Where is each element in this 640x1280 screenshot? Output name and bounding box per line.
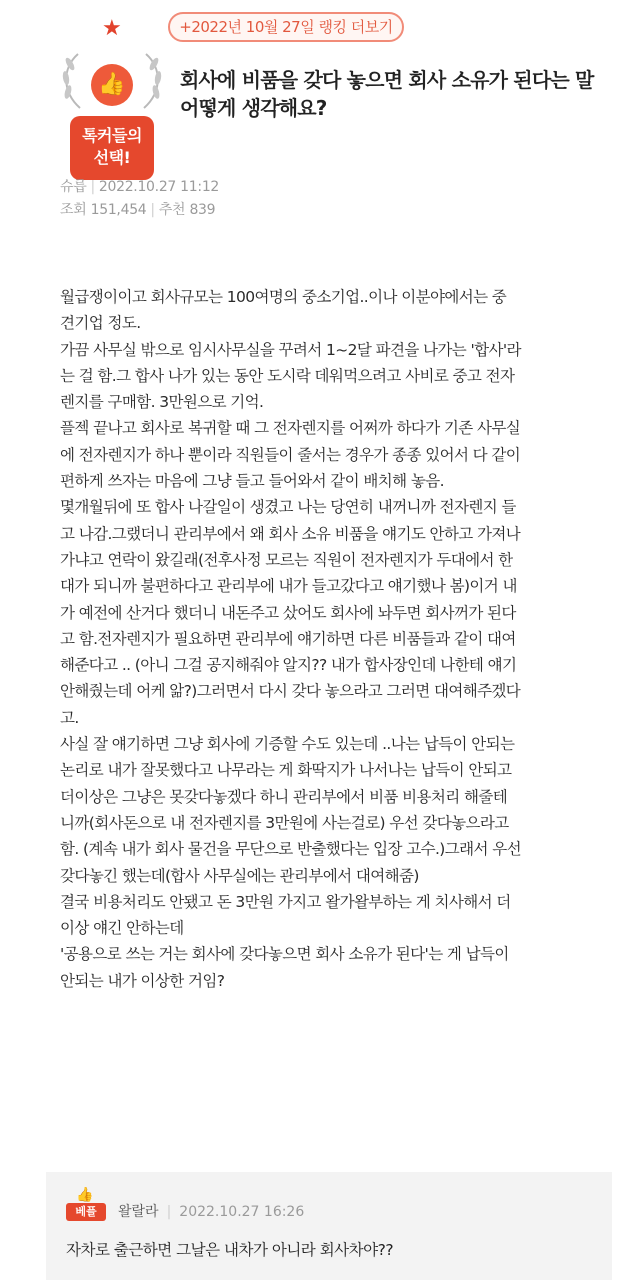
post-body-line: 고 나감.그랬더니 관리부에서 왜 회사 소유 비품을 얘기도 안하고 가져나	[60, 524, 521, 543]
talkers-choice-badge	[56, 18, 168, 168]
post-body-line: 편하게 쓰자는 마음에 그냥 들고 들어와서 같이 배치해 놓음.	[60, 472, 444, 491]
post-body-line: 함. (계속 내가 회사 물건을 무단으로 반출했다는 입장 고수.)그래서 우선	[60, 840, 521, 859]
post-body-line: 플젝 끝나고 회사로 복귀할 때 그 전자렌지를 어쩌까 하다가 기존 사무실	[60, 419, 521, 438]
comment-text: 자차로 출근하면 그날은 내차가 아니라 회사차야??	[66, 1241, 394, 1259]
post-body-line: 가냐고 연락이 왔길래(전후사정 모르는 직원이 전자렌지가 두대에서 한	[60, 550, 513, 569]
post-body-line: 해준다고 .. (아니 그걸 공지해줘야 알지?? 내가 합사장인데 나한테 얘기	[60, 656, 517, 675]
post-body-line: 대가 되니까 불편하다고 관리부에 내가 들고갔다고 얘기했나 봄)이거 내	[60, 577, 517, 596]
post-body-line: '공용으로 쓰는 거는 회사에 갖다놓으면 회사 소유가 된다'는 게 납득이	[60, 945, 509, 964]
recommend-label: 추천	[158, 202, 186, 218]
badge-line-1: 톡커들의	[82, 126, 142, 145]
post-body-line: 가끔 사무실 밖으로 임시사무실을 꾸려서 1~2달 파견을 나가는 '합사'라	[60, 340, 521, 359]
comment-date: 2022.10.27 16:26	[179, 1204, 305, 1220]
post-body-line: 갖다놓긴 했는데(합사 사무실에는 관리부에서 대여해줌)	[60, 866, 419, 885]
divider: |	[166, 1204, 172, 1220]
views-count: 151,454	[90, 202, 147, 218]
post-title: 회사에 비품을 갖다 놓으면 회사 소유가 된다는 말 어떻게 생각해요?	[180, 68, 594, 120]
post-body-line: 안해줬는데 어케 앎?)그러면서 다시 갖다 놓으라고 그러면 대여해주겠다	[60, 682, 521, 701]
post-body-line: 더이상은 그냥은 못갖다놓겠다 하니 관리부에서 비품 비용처리 해줄테	[60, 787, 508, 806]
post-author[interactable]: 슈릅	[60, 179, 87, 195]
post-body-line: 에 전자렌지가 하나 뿐이라 직원들이 줄서는 경우가 종종 있어서 다 같이	[60, 445, 521, 464]
post-body-line: 안되는 내가 이상한 거임?	[60, 971, 225, 990]
post-meta-stats	[60, 200, 215, 220]
post-body-line: 고 함.전자렌지가 필요하면 관리부에 얘기하면 다른 비품들과 같이 대여	[60, 629, 516, 648]
views-label: 조회	[60, 202, 87, 218]
post-body-line: 가 예전에 산거다 했더니 내돈주고 샀어도 회사에 놔두면 회사꺼가 된다	[60, 603, 516, 622]
post-body-line: 고.	[60, 708, 79, 727]
badge-label	[70, 116, 154, 180]
best-comment-label: 베플	[66, 1203, 106, 1221]
thumbs-up-icon: 👍	[91, 64, 133, 106]
post-body-line: 는 걸 함.그 합사 나가 있는 동안 도시락 데워먹으려고 사비로 중고 전자	[60, 366, 515, 385]
best-comment-tag	[66, 1188, 106, 1224]
post-date: 2022.10.27 11:12	[98, 179, 220, 195]
post-body-line: 월급쟁이이고 회사규모는 100여명의 중소기업..이나 이분야에서는 중	[60, 288, 507, 306]
post-body	[60, 284, 608, 994]
post-body-line: 견기업 정도.	[60, 314, 141, 333]
post-body-line: 렌지를 구매함. 3만원으로 기억.	[60, 393, 264, 412]
star-icon: ★	[102, 16, 122, 41]
divider: |	[90, 179, 95, 195]
post-body-line: 이상 얘긴 안하는데	[60, 919, 184, 938]
post-body-line: 니까(회사돈으로 내 전자렌지를 3만원에 사는걸로) 우선 갖다놓으라고	[60, 813, 509, 832]
divider: |	[150, 202, 155, 218]
best-comment	[46, 1172, 612, 1280]
post-body-line: 결국 비용처리도 안됐고 돈 3만원 가지고 왈가왈부하는 게 치사해서 더	[60, 892, 511, 911]
recommend-count: 839	[189, 202, 216, 218]
post-body-line: 몇개월뒤에 또 합사 나갈일이 생겼고 나는 당연히 내꺼니까 전자렌지 들	[60, 498, 516, 517]
badge-line-2: 선택!	[93, 148, 131, 167]
post-body-line: 사실 잘 얘기하면 그냥 회사에 기증할 수도 있는데 ..나는 납득이 안되는	[60, 735, 515, 754]
thumbs-up-icon: 👍	[76, 1187, 94, 1203]
post-meta-author-date	[60, 177, 219, 197]
ranking-more-link[interactable]: +2022년 10월 27일 랭킹 더보기	[168, 12, 404, 42]
comment-author[interactable]: 왈랄라	[118, 1204, 159, 1220]
comment-meta	[118, 1202, 304, 1222]
post-body-line: 논리로 내가 잘못했다고 나무라는 게 화딱지가 나서나는 납득이 안되고	[60, 761, 512, 780]
